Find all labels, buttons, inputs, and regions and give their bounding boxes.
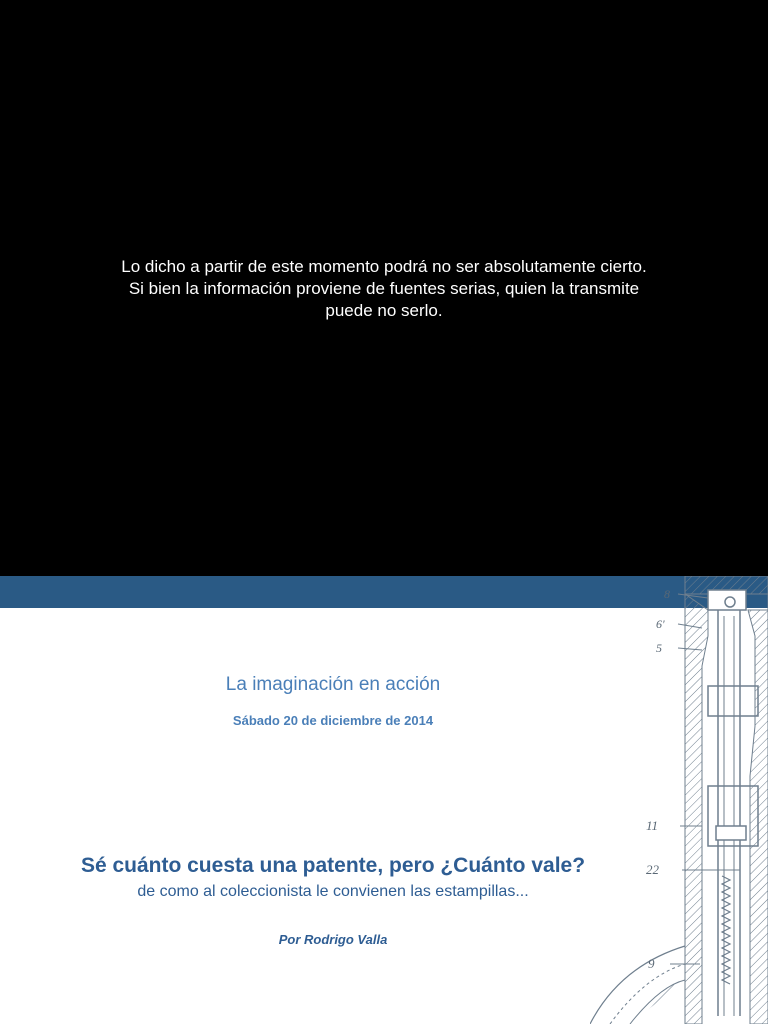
- disclaimer-line-2: Si bien la información proviene de fuentes serias, quien la transmite: [128, 279, 640, 298]
- talk-title: Sé cuánto cuesta una patente, pero ¿Cuánto vale?: [80, 854, 586, 877]
- disclaimer-text: [40, 256, 728, 322]
- drawing-label: 8: [664, 587, 670, 601]
- drawing-label: 6': [656, 617, 665, 631]
- talk-subtitle: de como al coleccionista le convienen las estampillas...: [137, 883, 529, 900]
- event-date: Sábado 20 de diciembre de 2014: [232, 713, 434, 728]
- drawing-label: 11: [646, 818, 659, 833]
- drawing-label: 9: [648, 956, 655, 971]
- event-title: La imaginación en acción: [225, 674, 441, 695]
- title-slide: [0, 576, 768, 1024]
- disclaimer-line-1: Lo dicho a partir de este momento podrá no ser absolutamente cierto.: [121, 257, 647, 276]
- drawing-label: 22: [646, 862, 659, 877]
- patent-drawing-illustration: [590, 576, 768, 1024]
- disclaimer-line-3: puede no serlo.: [325, 301, 443, 320]
- drawing-label: 5: [656, 641, 662, 655]
- talk-author: Por Rodrigo Valla: [278, 932, 388, 947]
